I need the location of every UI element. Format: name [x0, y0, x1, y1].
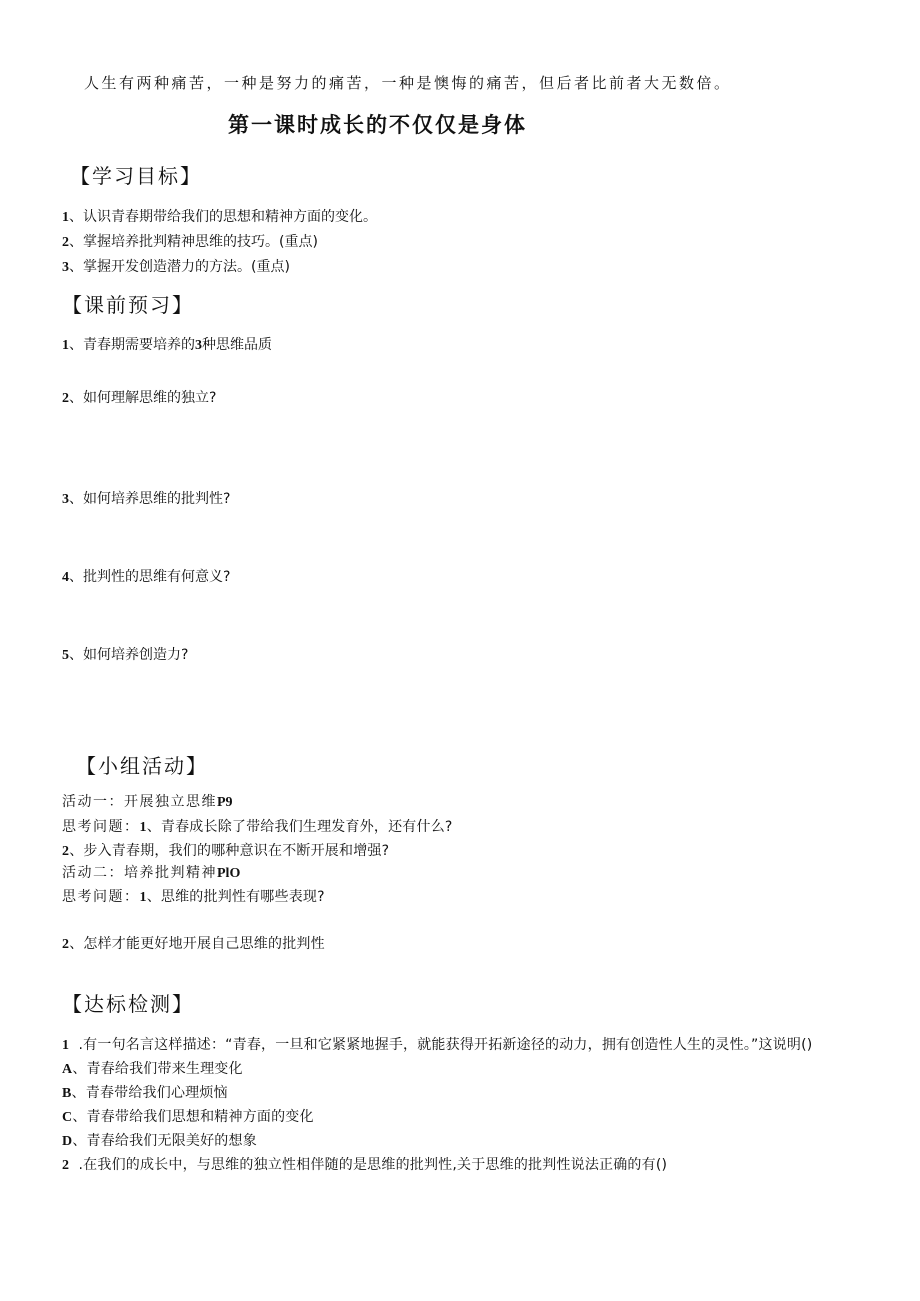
- lesson-title: 第一课时成长的不仅仅是身体: [228, 112, 527, 137]
- activity-1-question-2: 2、步入青春期，我们的哪种意识在不断开展和增强?: [62, 843, 390, 859]
- goal-item-3: 3、掌握开发创造潜力的方法。(重点): [62, 259, 290, 275]
- activity-2-label: 活动二：培养批判精神PlO: [62, 865, 241, 881]
- preview-item-3: 3、如何培养思维的批判性?: [62, 491, 231, 507]
- motto-quote: 人生有两种痛苦，一种是努力的痛苦，一种是懊悔的痛苦，但后者比前者大无数倍。: [84, 74, 732, 92]
- activity-1-label: 活动一：开展独立思维P9: [62, 794, 233, 810]
- activity-2-question-1: 思考问题：1、思维的批判性有哪些表现?: [62, 889, 325, 905]
- preview-item-4: 4、批判性的思维有何意义?: [62, 569, 231, 585]
- option-d: D、青春给我们无限美好的想象: [62, 1133, 257, 1149]
- test-question-2: 2 .在我们的成长中，与思维的独立性相伴随的是思维的批判性,关于思维的批判性说法正确的有(): [62, 1157, 668, 1173]
- activity-2-question-2: 2、怎样才能更好地开展自己思维的批判性: [62, 936, 325, 952]
- option-c: C、青春带给我们思想和精神方面的变化: [62, 1109, 314, 1125]
- group-heading: 【小组活动】: [76, 754, 208, 778]
- test-question-1: 1 .有一句名言这样描述：“青春，一旦和它紧紧地握手，就能获得开拓新途径的动力，拥有创造性人生的灵性。”这说明(): [62, 1037, 813, 1053]
- preview-heading: 【课前预习】: [62, 293, 194, 317]
- preview-item-2: 2、如何理解思维的独立?: [62, 390, 217, 406]
- goal-item-2: 2、掌握培养批判精神思维的技巧。(重点): [62, 234, 318, 250]
- preview-item-5: 5、如何培养创造力?: [62, 647, 189, 663]
- goal-item-1: 1、认识青春期带给我们的思想和精神方面的变化。: [62, 209, 377, 225]
- activity-1-question-1: 思考问题：1、青春成长除了带给我们生理发育外，还有什么?: [62, 819, 453, 835]
- preview-item-1: 1、青春期需要培养的3种思维品质: [62, 337, 272, 353]
- goals-heading: 【学习目标】: [70, 164, 202, 188]
- test-heading: 【达标检测】: [62, 992, 194, 1016]
- option-a: A、青春给我们带来生理变化: [62, 1061, 243, 1077]
- option-b: B、青春带给我们心理烦恼: [62, 1085, 228, 1101]
